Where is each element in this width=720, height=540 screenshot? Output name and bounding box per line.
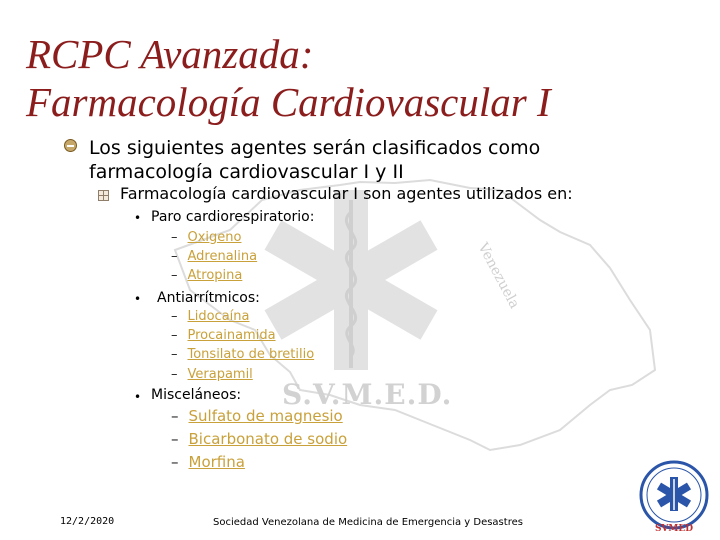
group1-item-2: – Adrenalina — [171, 249, 258, 264]
link-verapamil[interactable]: Verapamil — [187, 367, 253, 382]
link-procainamida[interactable]: Procainamida — [187, 328, 276, 343]
slide-title — [26, 30, 551, 126]
svg-text:Venezuela: Venezuela — [474, 240, 523, 312]
footer-org: Sociedad Venezolana de Medicina de Emergencia y Desastres — [213, 517, 523, 528]
link-oxigeno[interactable]: Oxigeno — [187, 230, 242, 245]
link-adrenalina[interactable]: Adrenalina — [187, 249, 258, 264]
group2-item-4: – Verapamil — [171, 367, 253, 382]
group2-item-3: – Tonsilato de bretilio — [171, 347, 315, 362]
group3-item-2: – Bicarbonato de sodio — [171, 430, 348, 448]
link-bicarbonato-de-sodio[interactable]: Bicarbonato de sodio — [188, 430, 348, 448]
link-atropina[interactable]: Atropina — [187, 268, 243, 283]
level1-text: Los siguientes agentes serán clasificados como farmacología cardiovascular I y II — [89, 137, 541, 183]
link-tonsilato-de-bretilio[interactable]: Tonsilato de bretilio — [187, 347, 315, 362]
group2-item-1: – Lidocaína — [171, 309, 250, 324]
footer-date: 12/2/2020 — [60, 516, 115, 527]
group2-label: Antiarrítmicos: — [157, 290, 260, 306]
group2-bullet: • — [134, 292, 142, 306]
group1-label: Paro cardiorespiratorio: — [151, 209, 315, 225]
group1-item-1: – Oxigeno — [171, 230, 242, 245]
group3-bullet: • — [134, 390, 142, 404]
level1-bullet-icon — [64, 139, 77, 152]
link-sulfato-de-magnesio[interactable]: Sulfato de magnesio — [188, 407, 343, 425]
link-morfina[interactable]: Morfina — [188, 453, 245, 471]
watermark-text: S.V.M.E.D. — [282, 378, 453, 411]
group3-item-1: – Sulfato de magnesio — [171, 407, 343, 425]
group3-label: Misceláneos: — [151, 387, 242, 403]
logo-text: SVMED — [654, 524, 694, 534]
title-line-1: RCPC Avanzada: — [26, 31, 314, 77]
svmed-logo-icon — [638, 457, 710, 535]
group2-item-2: – Procainamida — [171, 328, 276, 343]
link-lidocaina[interactable]: Lidocaína — [187, 309, 250, 324]
group3-item-3: – Morfina — [171, 453, 245, 471]
title-line-2: Farmacología Cardiovascular I — [26, 79, 551, 125]
level2-bullet-icon — [98, 190, 109, 201]
group1-bullet: • — [134, 211, 142, 225]
group1-item-3: – Atropina — [171, 268, 243, 283]
level2-text: Farmacología cardiovascular I son agentes utilizados en: — [120, 184, 573, 203]
